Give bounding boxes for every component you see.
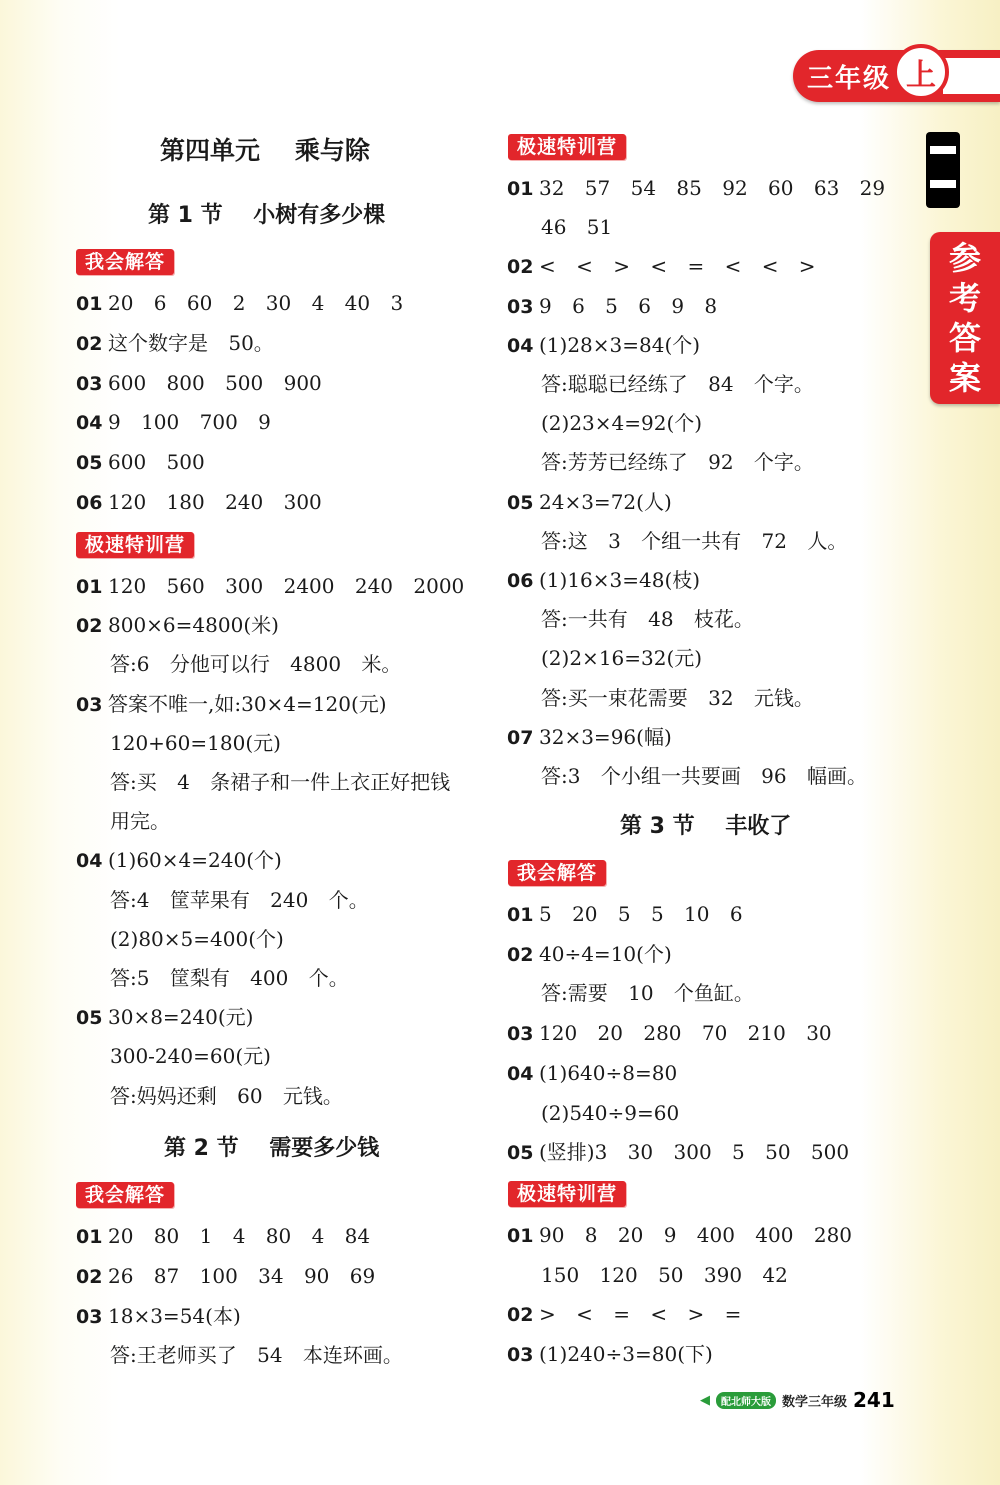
answer-text: 32 57 54 85 92 60 63 29 [539, 176, 886, 200]
answer-text: 90 8 20 9 400 400 280 [539, 1223, 853, 1247]
side-decoration [926, 132, 960, 208]
answer-row [76, 691, 387, 718]
side-mark [930, 146, 956, 154]
answer-text: 32×3=96(幅) [539, 724, 672, 749]
answer-text: (2)540÷9=60 [541, 1100, 680, 1125]
section-title-1: 第 1 节 小树有多少棵 [148, 203, 386, 228]
badge-training: 极速特训营 [508, 1181, 626, 1207]
answer-text: 答案不唯一,如:30×4=120(元) [108, 691, 387, 716]
question-number: 06 [76, 492, 103, 514]
answer-text: 18×3=54(本) [108, 1303, 241, 1328]
answer-text: 120 180 240 300 [108, 490, 322, 514]
grade-label: 三年级 [807, 64, 892, 94]
answer-row [76, 965, 349, 991]
answer-row [76, 1043, 271, 1069]
question-number: 01 [76, 1226, 103, 1248]
answer-row [507, 763, 867, 789]
answer-row [76, 808, 170, 834]
answer-text: 答:买一束花需要 32 元钱。 [541, 685, 814, 710]
question-number: 02 [76, 1265, 103, 1288]
answer-text: 150 120 50 390 42 [541, 1262, 788, 1287]
answer-text: 30×8=240(元) [108, 1005, 254, 1030]
side-tab-char: 考 [948, 279, 981, 317]
answer-text: (2)23×4=92(个) [541, 411, 703, 436]
answer-row [76, 573, 464, 600]
answer-row [76, 769, 450, 795]
answer-row [507, 1020, 832, 1047]
answer-row [76, 489, 322, 516]
side-tab-char: 参 [948, 239, 981, 277]
question-number: 01 [507, 904, 534, 926]
answer-row [507, 1222, 852, 1249]
answer-text: 答:一共有 48 枝花。 [541, 607, 754, 632]
question-number: 01 [507, 178, 534, 200]
answer-row [507, 253, 816, 280]
answer-text: 9 100 700 9 [108, 410, 271, 435]
answer-row [76, 887, 369, 913]
question-number: 04 [507, 334, 534, 357]
answer-row [507, 1060, 677, 1087]
question-number: 01 [76, 293, 103, 315]
answer-row [507, 1139, 849, 1166]
answer-row [507, 645, 702, 671]
answer-text: 800×6=4800(米) [108, 613, 279, 638]
answer-row [507, 449, 814, 475]
answer-row [76, 926, 284, 952]
answer-text: 600 800 500 900 [108, 370, 322, 395]
answer-row [507, 1341, 713, 1368]
edition-badge: 配北师大版 [716, 1392, 776, 1409]
answer-text: 26 87 100 34 90 69 [108, 1263, 376, 1288]
answer-row [76, 330, 274, 357]
question-number: 01 [76, 576, 103, 598]
question-number: 04 [507, 1062, 534, 1085]
answer-row [507, 941, 672, 968]
answer-text: 答:买 4 条裙子和一件上衣正好把钱 [110, 770, 451, 794]
answer-text: 答:芳芳已经练了 92 个字。 [541, 450, 814, 475]
answer-row [76, 1083, 343, 1109]
answer-row [507, 606, 754, 632]
answer-row [507, 410, 702, 436]
answer-row [507, 175, 885, 202]
section-title-3: 第 3 节 丰收了 [620, 814, 792, 839]
answer-text: 答:4 筐苹果有 240 个。 [110, 887, 369, 912]
answer-row [76, 1223, 370, 1250]
page-number: 241 [853, 1388, 895, 1412]
answer-row [507, 685, 814, 711]
question-number: 01 [507, 1225, 534, 1247]
answer-text: 5 20 5 5 10 6 [539, 902, 743, 926]
answer-row [76, 1303, 241, 1330]
question-number: 05 [76, 452, 103, 475]
answer-row [507, 724, 672, 751]
answer-text: 答:需要 10 个鱼缸。 [541, 981, 754, 1006]
side-tab-char: 答 [948, 319, 981, 357]
answer-text: 46 51 [541, 215, 613, 240]
unit-title: 第四单元 乘与除 [160, 136, 370, 165]
answer-row [76, 409, 271, 436]
answer-text: 300-240=60(元) [110, 1044, 271, 1069]
answer-text: 120+60=180(元) [110, 730, 281, 755]
question-number: 06 [507, 570, 534, 592]
answer-row [76, 290, 403, 317]
question-number: 04 [76, 850, 103, 873]
reference-answer-tab [930, 232, 1000, 404]
answer-text: 40÷4=10(个) [539, 941, 672, 966]
footer-subject: 数学三年级 [782, 1394, 848, 1410]
question-number: 02 [507, 943, 534, 966]
badge-training: 极速特训营 [76, 532, 194, 558]
answer-text: 答:这 3 个组一共有 72 人。 [541, 528, 848, 553]
answer-text: 答:5 筐梨有 400 个。 [110, 966, 349, 990]
term-label: 上 [893, 44, 949, 100]
question-number: 02 [76, 615, 103, 638]
answer-text: (2)2×16=32(元) [541, 646, 703, 671]
answer-row [507, 293, 717, 320]
answer-text: (2)80×5=400(个) [110, 926, 284, 951]
left-arrow-icon: ◀ [700, 1392, 710, 1408]
grade-tab [793, 50, 1000, 102]
side-mark [930, 180, 956, 188]
answer-row [507, 332, 700, 359]
answer-text: 120 20 280 70 210 30 [539, 1021, 832, 1046]
answer-row [507, 901, 743, 928]
answer-row [76, 651, 401, 677]
badge-training: 极速特训营 [508, 134, 626, 160]
answer-text: 24×3=72(人) [539, 489, 672, 514]
answer-text: (1)16×3=48(枝) [539, 568, 701, 592]
answer-row [507, 489, 672, 516]
answer-row [76, 1263, 375, 1290]
answer-row [76, 847, 282, 874]
question-number: 05 [76, 1007, 103, 1030]
question-number: 02 [76, 332, 103, 355]
question-number: 02 [507, 256, 534, 279]
answer-row [507, 1301, 741, 1328]
answer-text: (1)640÷8=80 [539, 1060, 678, 1085]
question-number: 05 [507, 1142, 534, 1165]
answer-row [507, 214, 612, 240]
question-number: 02 [507, 1304, 534, 1326]
answer-text: > < = < > = [539, 1302, 742, 1326]
answer-row [76, 730, 281, 756]
badge-answer: 我会解答 [76, 249, 174, 275]
page-footer [700, 1388, 895, 1412]
answer-text: 这个数字是 50。 [108, 330, 274, 355]
question-number: 03 [76, 693, 103, 716]
answer-text: 20 6 60 2 30 4 40 3 [108, 291, 404, 315]
answer-row [507, 567, 700, 594]
section-title-2: 第 2 节 需要多少钱 [164, 1136, 380, 1161]
answer-row [507, 1262, 788, 1288]
answer-text: (1)240÷3=80(下) [539, 1341, 713, 1366]
answer-text: < < > < = < < > [539, 254, 816, 279]
question-number: 03 [507, 1343, 534, 1366]
badge-answer: 我会解答 [76, 1182, 174, 1208]
question-number: 03 [507, 295, 534, 318]
question-number: 07 [507, 726, 534, 749]
answer-text: 答:王老师买了 54 本连环画。 [110, 1343, 403, 1368]
answer-row [76, 612, 279, 639]
answer-text: 答:3 个小组一共要画 96 幅画。 [541, 764, 867, 788]
badge-answer: 我会解答 [508, 860, 606, 886]
question-number: 03 [507, 1023, 534, 1046]
answer-text: (1)28×3=84(个) [539, 332, 701, 357]
answer-text: 用完。 [110, 809, 170, 834]
answer-row [507, 371, 814, 397]
question-number: 03 [76, 372, 103, 395]
answer-row [507, 980, 754, 1006]
answer-row [76, 370, 322, 397]
answer-text: 600 500 [108, 450, 205, 475]
question-number: 04 [76, 412, 103, 435]
answer-text: 20 80 1 4 80 4 84 [108, 1224, 371, 1248]
side-tab-char: 案 [948, 359, 981, 397]
answer-text: 9 6 5 6 9 8 [539, 293, 718, 318]
answer-row [76, 449, 205, 476]
answer-row [507, 1100, 679, 1126]
tab-stripe [943, 58, 1000, 94]
answer-row [507, 528, 847, 554]
question-number: 05 [507, 491, 534, 514]
answer-row [76, 1004, 253, 1031]
answer-text: 120 560 300 2400 240 2000 [108, 574, 465, 598]
answer-text: (竖排)3 30 300 5 50 500 [539, 1140, 850, 1165]
question-number: 03 [76, 1305, 103, 1328]
answer-text: 答:6 分他可以行 4800 米。 [110, 652, 402, 677]
answer-text: (1)60×4=240(个) [108, 848, 282, 873]
answer-text: 答:聪聪已经练了 84 个字。 [541, 372, 814, 396]
answer-text: 答:妈妈还剩 60 元钱。 [110, 1083, 343, 1108]
answer-row [76, 1342, 403, 1368]
